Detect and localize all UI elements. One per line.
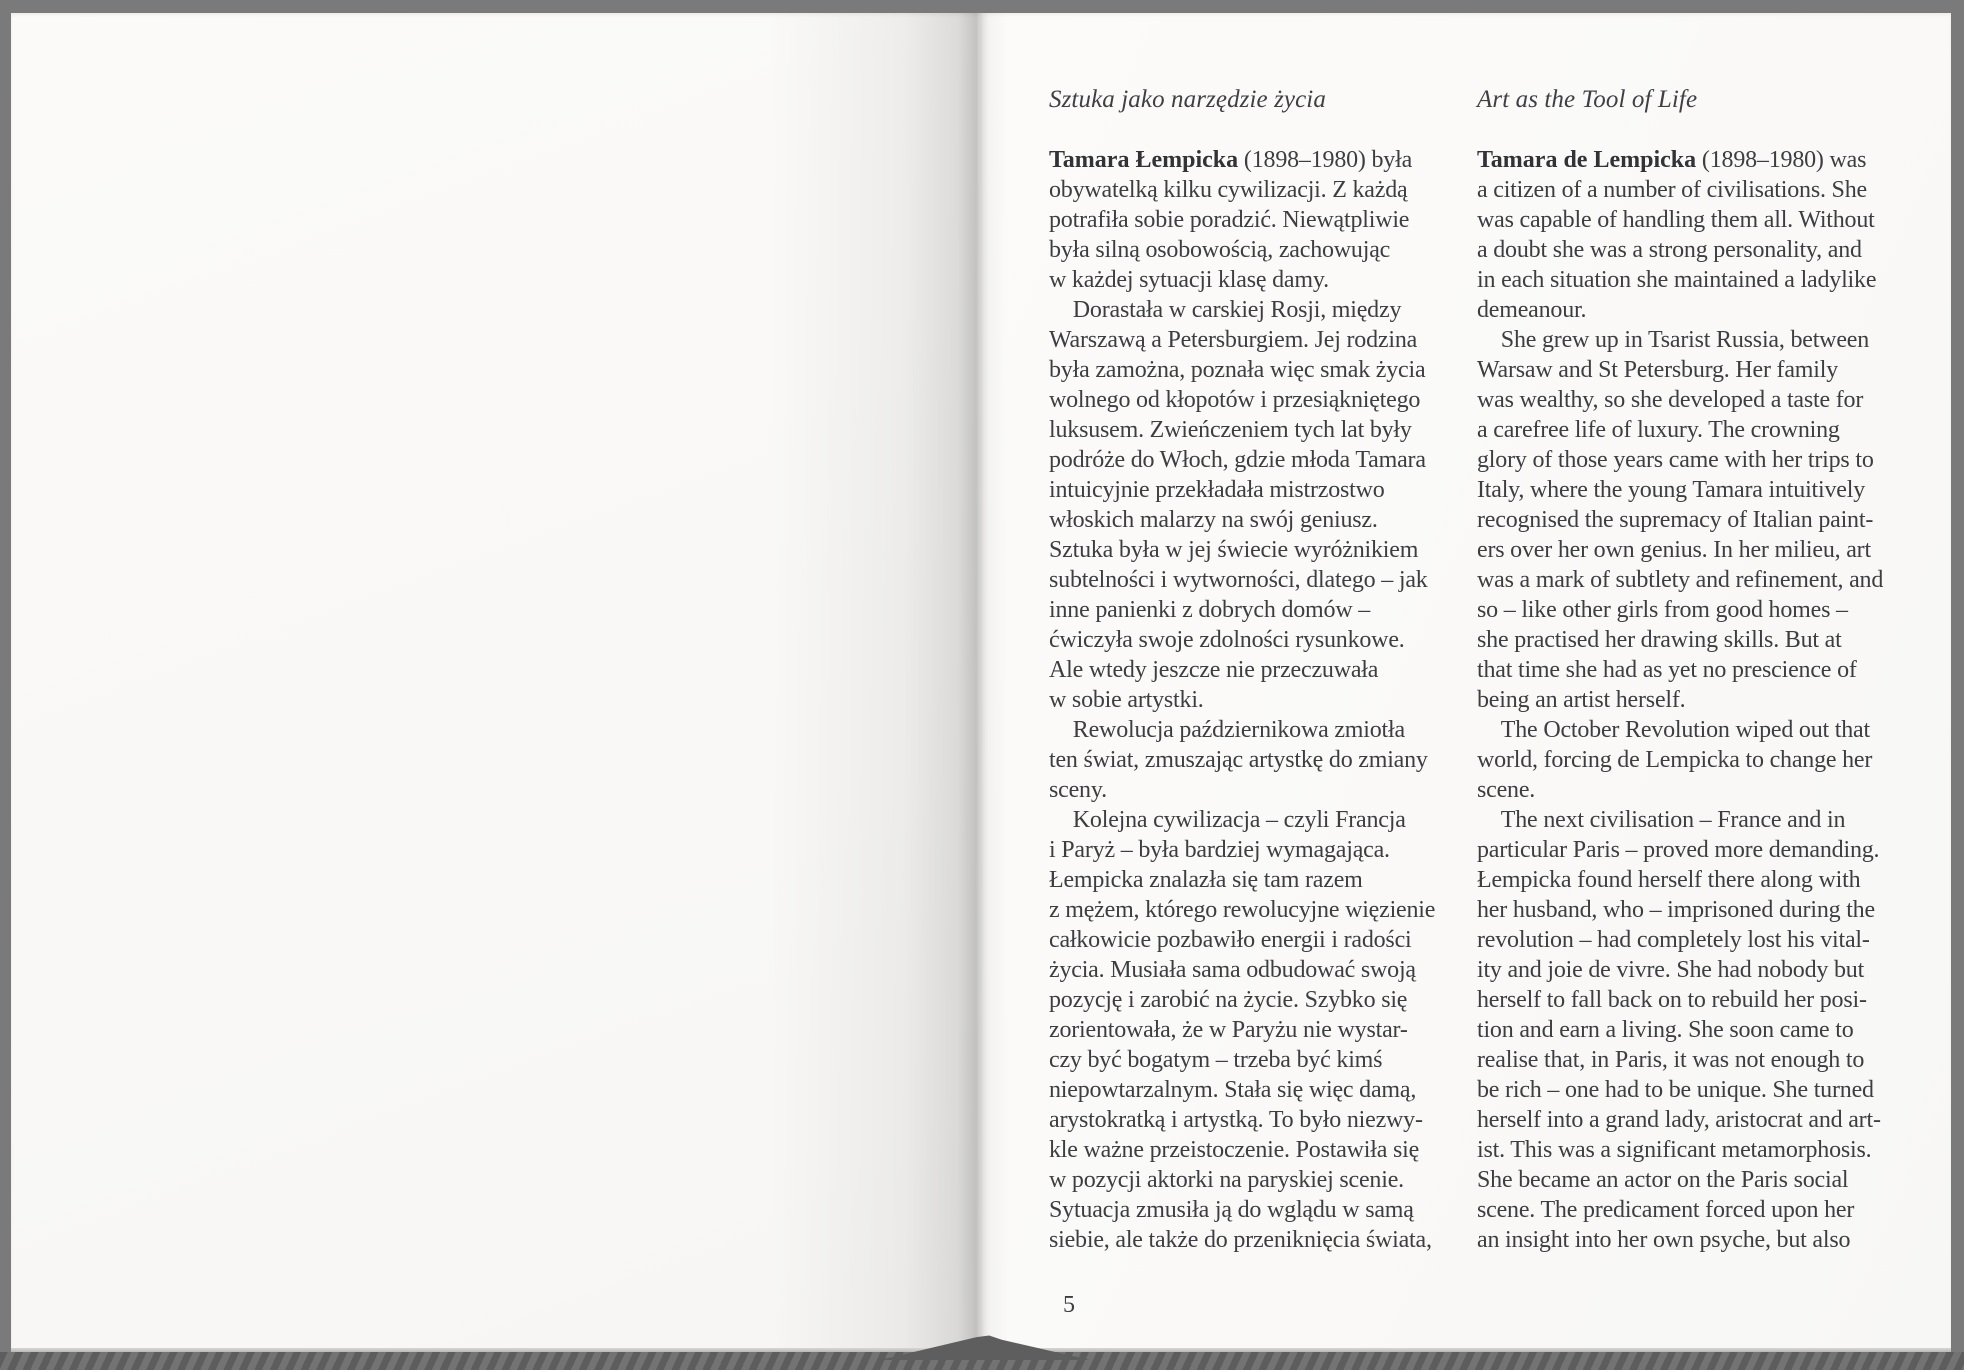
english-section-header: Art as the Tool of Life [1477, 86, 1698, 113]
text-line: w każdej sytuacji klasę damy. [1049, 267, 1329, 293]
text-line: being an artist herself. [1477, 687, 1686, 713]
text-line: a citizen of a number of civilisations. She [1477, 177, 1867, 203]
polish-body-text [1049, 145, 1481, 1255]
text-line: Sytuacja zmusiła ją do wglądu w samą [1049, 1197, 1414, 1223]
text-line: luksusem. Zwieńczeniem tych lat były [1049, 417, 1412, 443]
text-line: ers over her own genius. In her milieu, art [1477, 537, 1871, 563]
text-line: she practised her drawing skills. But at [1477, 627, 1842, 653]
text-line: subtelności i wytworności, dlatego – jak [1049, 567, 1428, 593]
text-line: was capable of handling them all. Without [1477, 207, 1875, 233]
left-page-blank [11, 13, 982, 1352]
text-line: z mężem, którego rewolucyjne więzienie [1049, 897, 1436, 923]
page-number: 5 [1063, 1292, 1075, 1318]
text-line: włoskich malarzy na swój geniusz. [1049, 507, 1378, 533]
text-line: a doubt she was a strong personality, and [1477, 237, 1862, 263]
text-line: Sztuka była w jej świecie wyróżnikiem [1049, 537, 1419, 563]
text-line: była zamożna, poznała więc smak życia [1049, 357, 1426, 383]
right-page [982, 13, 1951, 1352]
text-line: was wealthy, so she developed a taste for [1477, 387, 1864, 413]
text-line: Warsaw and St Petersburg. Her family [1477, 357, 1839, 383]
text-line: The next civilisation – France and in [1477, 807, 1846, 833]
text-line: be rich – one had to be unique. She turned [1477, 1077, 1874, 1103]
text-line: recognised the supremacy of Italian paint- [1477, 507, 1874, 533]
text-line: podróże do Włoch, gdzie młoda Tamara [1049, 447, 1426, 473]
english-body-text [1477, 145, 1937, 1255]
text-line: ity and joie de vivre. She had nobody but [1477, 957, 1865, 983]
text-line: niepowtarzalnym. Stała się więc damą, [1049, 1077, 1417, 1103]
text-line: siebie, ale także do przeniknięcia świata, [1049, 1227, 1432, 1253]
text-line: ten świat, zmuszając artystkę do zmiany [1049, 747, 1428, 773]
text-line: czy być bogatym – trzeba być kimś [1049, 1047, 1383, 1073]
text-line: She grew up in Tsarist Russia, between [1477, 327, 1870, 353]
text-line: world, forcing de Lempicka to change her [1477, 747, 1873, 773]
text-line: zorientowała, że w Paryżu nie wystar- [1049, 1017, 1408, 1043]
text-line: She became an actor on the Paris social [1477, 1167, 1849, 1193]
text-line: that time she had as yet no prescience of [1477, 657, 1857, 683]
text-line: realise that, in Paris, it was not enough to [1477, 1047, 1865, 1073]
text-line: Rewolucja październikowa zmiotła [1049, 717, 1405, 743]
text-line: pozycję i zarobić na życie. Szybko się [1049, 987, 1408, 1013]
text-line: herself to fall back on to rebuild her posi- [1477, 987, 1867, 1013]
column-english [1477, 85, 1937, 1255]
text-line: so – like other girls from good homes – [1477, 597, 1848, 623]
text-line: wolnego od kłopotów i przesiąkniętego [1049, 387, 1421, 413]
text-line: życia. Musiała sama odbudować swoją [1049, 957, 1416, 983]
text-line: Łempicka found herself there along with [1477, 867, 1861, 893]
text-line: potrafiła sobie poradzić. Niewątpliwie [1049, 207, 1410, 233]
polish-section-header: Sztuka jako narzędzie życia [1049, 86, 1326, 113]
text-line: w sobie artystki. [1049, 687, 1204, 713]
text-line: scene. The predicament forced upon her [1477, 1197, 1855, 1223]
text-line: Warszawą a Petersburgiem. Jej rodzina [1049, 327, 1418, 353]
text-line: herself into a grand lady, aristocrat and art- [1477, 1107, 1881, 1133]
text-line: particular Paris – proved more demanding. [1477, 837, 1880, 863]
text-line: in each situation she maintained a ladylike [1477, 267, 1877, 293]
text-line: Tamara de Lempicka (1898–1980) was [1477, 147, 1867, 173]
text-line: glory of those years came with her trips to [1477, 447, 1874, 473]
text-line: obywatelką kilku cywilizacji. Z każdą [1049, 177, 1408, 203]
text-line: intuicyjnie przekładała mistrzostwo [1049, 477, 1385, 503]
text-line: całkowicie pozbawiło energii i radości [1049, 927, 1412, 953]
text-line: kle ważne przeistoczenie. Postawiła się [1049, 1137, 1420, 1163]
text-line: Tamara Łempicka (1898–1980) była [1049, 147, 1413, 173]
text-line: w pozycji aktorki na paryskiej scenie. [1049, 1167, 1404, 1193]
text-line: arystokratką i artystką. To było niezwy- [1049, 1107, 1423, 1133]
text-line: an insight into her own psyche, but also [1477, 1227, 1851, 1253]
column-polish [1049, 85, 1481, 1255]
text-line: Ale wtedy jeszcze nie przeczuwała [1049, 657, 1379, 683]
text-line: demeanour. [1477, 297, 1587, 323]
text-line: Łempicka znalazła się tam razem [1049, 867, 1363, 893]
text-line: Dorastała w carskiej Rosji, między [1049, 297, 1402, 323]
text-line: była silną osobowością, zachowując [1049, 237, 1391, 263]
text-line: i Paryż – była bardziej wymagająca. [1049, 837, 1390, 863]
text-line: a carefree life of luxury. The crowning [1477, 417, 1840, 443]
text-line: The October Revolution wiped out that [1477, 717, 1870, 743]
text-line: ćwiczyła swoje zdolności rysunkowe. [1049, 627, 1405, 653]
text-line: ist. This was a significant metamorphosis. [1477, 1137, 1872, 1163]
text-line: Kolejna cywilizacja – czyli Francja [1049, 807, 1406, 833]
text-line: tion and earn a living. She soon came to [1477, 1017, 1854, 1043]
text-line: inne panienki z dobrych domów – [1049, 597, 1371, 623]
text-line: her husband, who – imprisoned during the [1477, 897, 1875, 923]
text-line: was a mark of subtlety and refinement, and [1477, 567, 1884, 593]
text-line: scene. [1477, 777, 1536, 803]
text-line: revolution – had completely lost his vital- [1477, 927, 1870, 953]
text-line: sceny. [1049, 777, 1107, 803]
text-line: Italy, where the young Tamara intuitively [1477, 477, 1865, 503]
